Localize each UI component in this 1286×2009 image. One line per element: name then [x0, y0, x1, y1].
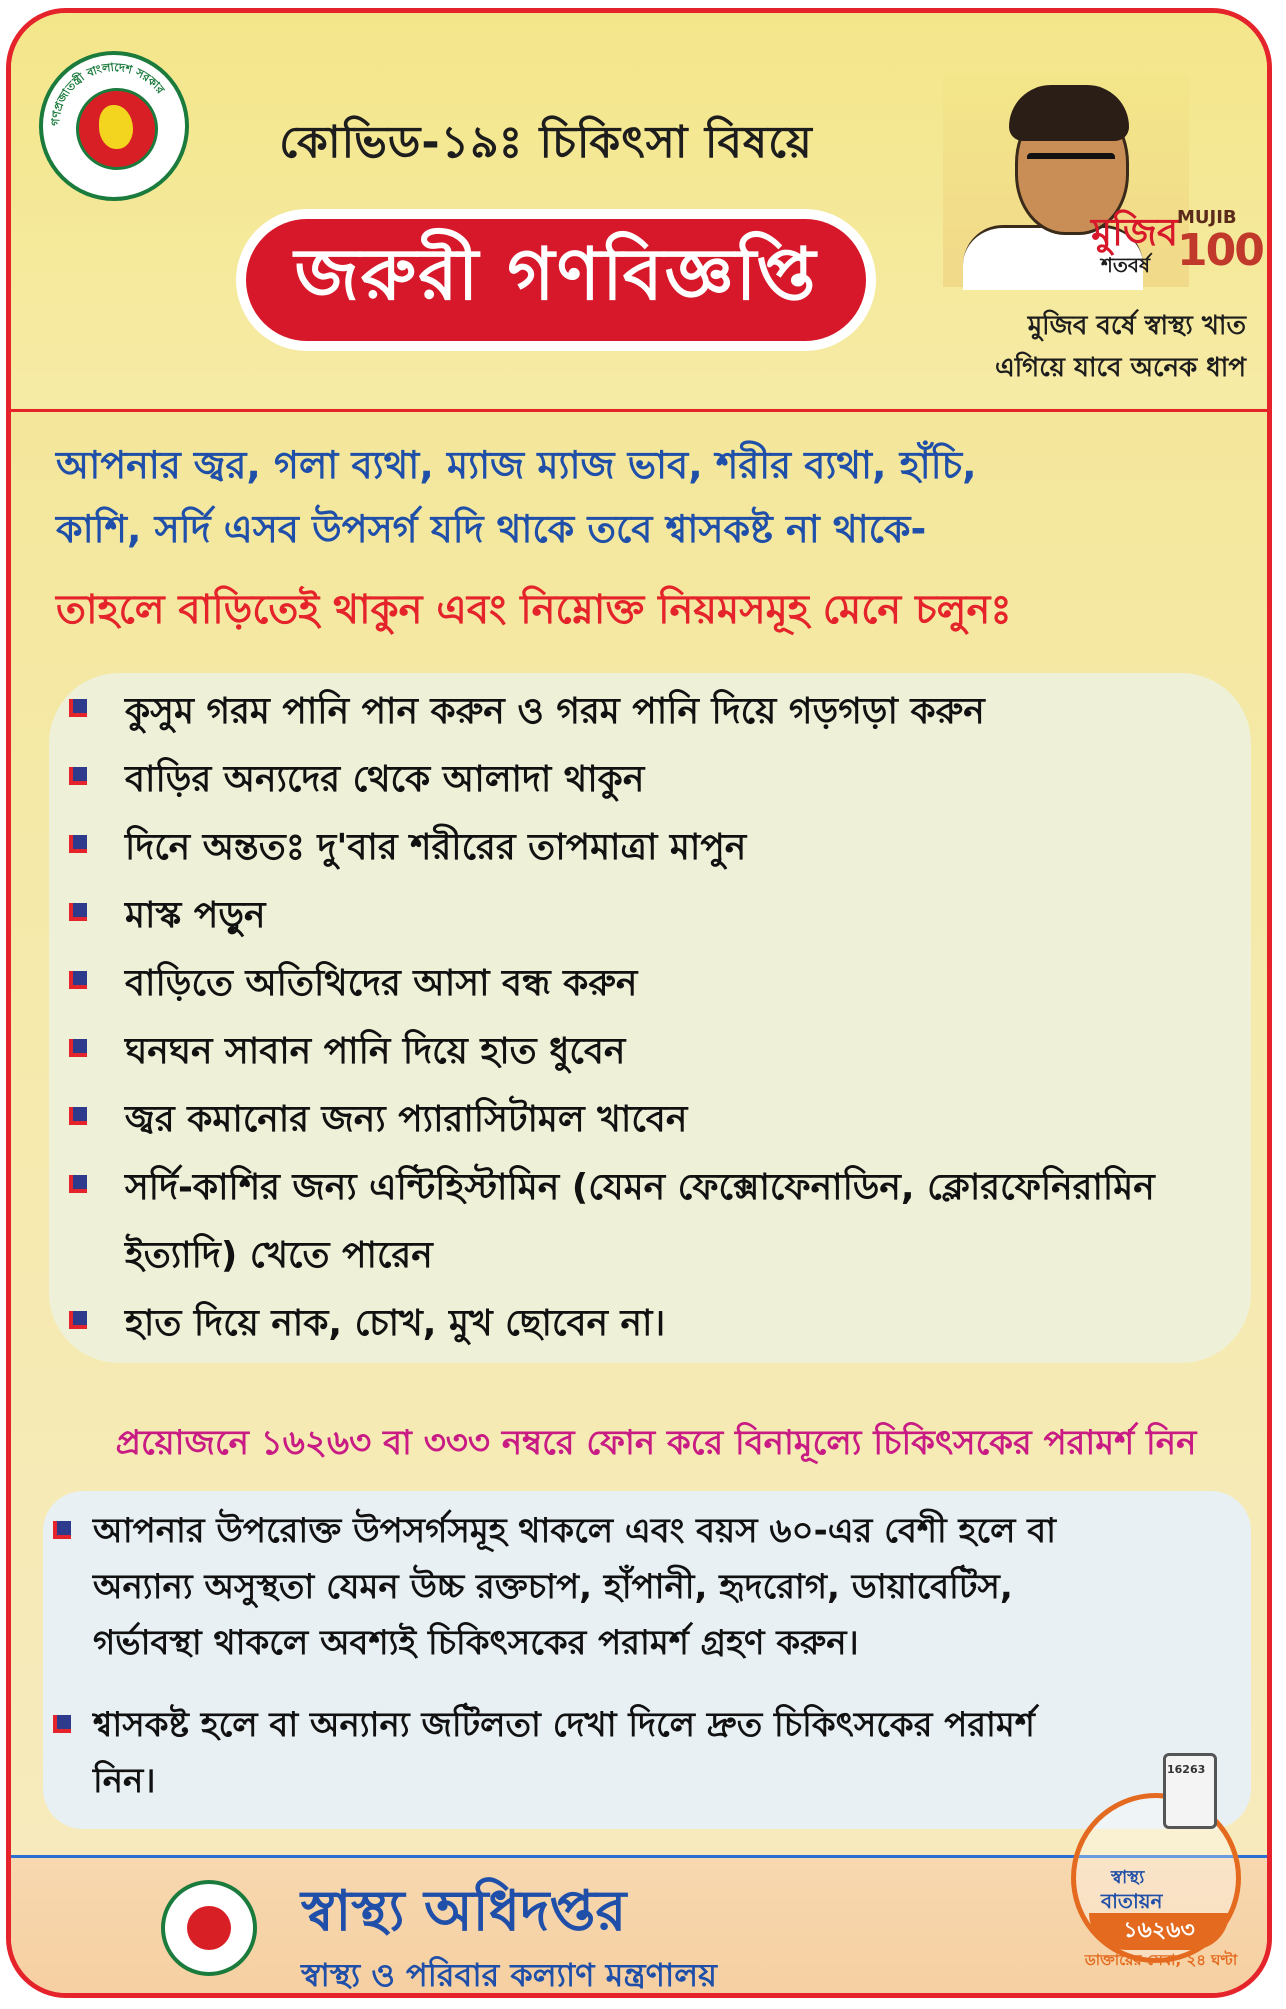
- stay-home-instruction: তাহলে বাড়িতেই থাকুন এবং নিম্নোক্ত নিয়মসমূহ মেনে চলুনঃ: [56, 587, 1012, 633]
- portrait-glasses: [1027, 153, 1115, 183]
- rule-item: কুসুম গরম পানি পান করুন ও গরম পানি দিয়ে গড়গড়া করুন: [69, 679, 985, 745]
- page-title: জরুরী গণবিজ্ঞপ্তি: [246, 219, 866, 341]
- mujib-100-text: 100: [1177, 225, 1263, 276]
- rules-panel: [49, 673, 1251, 1363]
- rule-item: জ্বর কমানোর জন্য প্যারাসিটামল খাবেন: [69, 1087, 687, 1153]
- rule-item: হাত দিয়ে নাক, চোখ, মুখ ছোবেন না।: [69, 1291, 665, 1357]
- advice-1-line-3: গর্ভাবস্থা থাকলে অবশ্যই চিকিৎসকের পরামর্শ গ্রহণ করুন।: [93, 1623, 859, 1663]
- advice-1-line-1: আপনার উপরোক্ত উপসর্গসমূহ থাকলে এবং বয়স ৬০-এর বেশী হলে বা: [93, 1511, 1057, 1551]
- shastho-batayon-logo: [1051, 1753, 1261, 1979]
- header: [11, 13, 1267, 408]
- intro-line-1: আপনার জ্বর, গলা ব্যথা, ম্যাজ ম্যাজ ভাব, শরীর ব্যথা, হাঁচি,: [56, 443, 977, 487]
- header-divider: [11, 409, 1267, 412]
- portrait-hair: [1009, 85, 1129, 141]
- dghs-logo-inner: [187, 1906, 231, 1950]
- batayon-label-1: স্বাস্থ্য: [1111, 1867, 1145, 1888]
- rule-item: মাস্ক পড়ুন: [69, 883, 266, 949]
- advice-2-line-2: নিন।: [93, 1761, 156, 1801]
- batayon-label-2: বাতায়ন: [1101, 1889, 1163, 1913]
- symptoms-intro: [56, 433, 1256, 561]
- dghs-name: স্বাস্থ্য অধিদপ্তর: [301, 1879, 627, 1944]
- rule-item: দিনে অন্ততঃ দু'বার শরীরের তাপমাত্রা মাপুন: [69, 815, 746, 881]
- square-bullet-icon: [69, 1311, 87, 1329]
- square-bullet-icon: [69, 1107, 87, 1125]
- square-bullet-icon: [53, 1715, 71, 1733]
- square-bullet-icon: [69, 699, 87, 717]
- rule-item-continuation: ইত্যাদি) খেতে পারেন: [125, 1235, 433, 1276]
- rule-item: বাড়িতে অতিথিদের আসা বন্ধ করুন: [69, 951, 637, 1017]
- square-bullet-icon: [69, 835, 87, 853]
- advice-1-line-2: অন্যান্য অসুস্থতা যেমন উচ্চ রক্তচাপ, হাঁপানী, হৃদরোগ, ডায়াবেটিস,: [93, 1567, 1013, 1607]
- mujib-bn-text: মুজিব: [1091, 210, 1179, 254]
- intro-line-2: কাশি, সর্দি এসব উপসর্গ যদি থাকে তবে শ্বাসকষ্ট না থাকে-: [56, 507, 927, 551]
- square-bullet-icon: [53, 1521, 71, 1539]
- square-bullet-icon: [69, 971, 87, 989]
- rule-item: সর্দি-কাশির জন্য এন্টিহিস্টামিন (যেমন ফেক্সোফেনাডিন, ক্লোরফেনিরামিন: [69, 1155, 1155, 1221]
- rule-item: বাড়ির অন্যদের থেকে আলাদা থাকুন: [69, 747, 644, 813]
- advice-2-line-1: শ্বাসকষ্ট হলে বা অন্যান্য জটিলতা দেখা দিলে দ্রুত চিকিৎসকের পরামর্শ: [93, 1705, 1035, 1745]
- mujib-100-logo: [1091, 203, 1263, 293]
- title-banner: [236, 209, 876, 351]
- seal-inner-circle: [76, 88, 158, 170]
- batayon-number: ১৬২৬৩: [1089, 1913, 1229, 1950]
- notice-frame: [6, 8, 1272, 1998]
- square-bullet-icon: [69, 1175, 87, 1193]
- mujib-en-text: MUJIB: [1177, 207, 1237, 228]
- slogan-line-2: এগিয়ে যাবে অনেক ধাপ: [994, 353, 1246, 383]
- subtitle: কোভিড-১৯ঃ চিকিৎসা বিষয়ে: [279, 117, 813, 168]
- square-bullet-icon: [69, 767, 87, 785]
- bangladesh-map-icon: [99, 105, 133, 149]
- slogan: [916, 305, 1246, 389]
- slogan-line-1: মুজিব বর্ষে স্বাস্থ্য খাত: [1027, 311, 1246, 341]
- rule-item: ঘনঘন সাবান পানি দিয়ে হাত ধুবেন: [69, 1019, 625, 1085]
- mujib-bn-subtext: শতবর্ষ: [1101, 253, 1150, 277]
- ministry-name: স্বাস্থ্য ও পরিবার কল্যাণ মন্ত্রণালয়: [301, 1956, 717, 1994]
- square-bullet-icon: [69, 903, 87, 921]
- svg-text:গণপ্রজাতন্ত্রী বাংলাদেশ সরকার: গণপ্রজাতন্ত্রী বাংলাদেশ সরকার: [47, 59, 168, 127]
- advice-item: [53, 1503, 1243, 1671]
- government-seal-logo: [39, 51, 189, 201]
- square-bullet-icon: [69, 1039, 87, 1057]
- batayon-note: ডাক্তারের সেবা, ২৪ ঘণ্টা: [1084, 1951, 1238, 1969]
- dghs-logo: [161, 1880, 257, 1976]
- phone-display: 16263: [1167, 1763, 1206, 1776]
- hotline-notice: প্রয়োজনে ১৬২৬৩ বা ৩৩৩ নম্বরে ফোন করে বিনামূল্যে চিকিৎসকের পরামর্শ নিন: [115, 1423, 1197, 1463]
